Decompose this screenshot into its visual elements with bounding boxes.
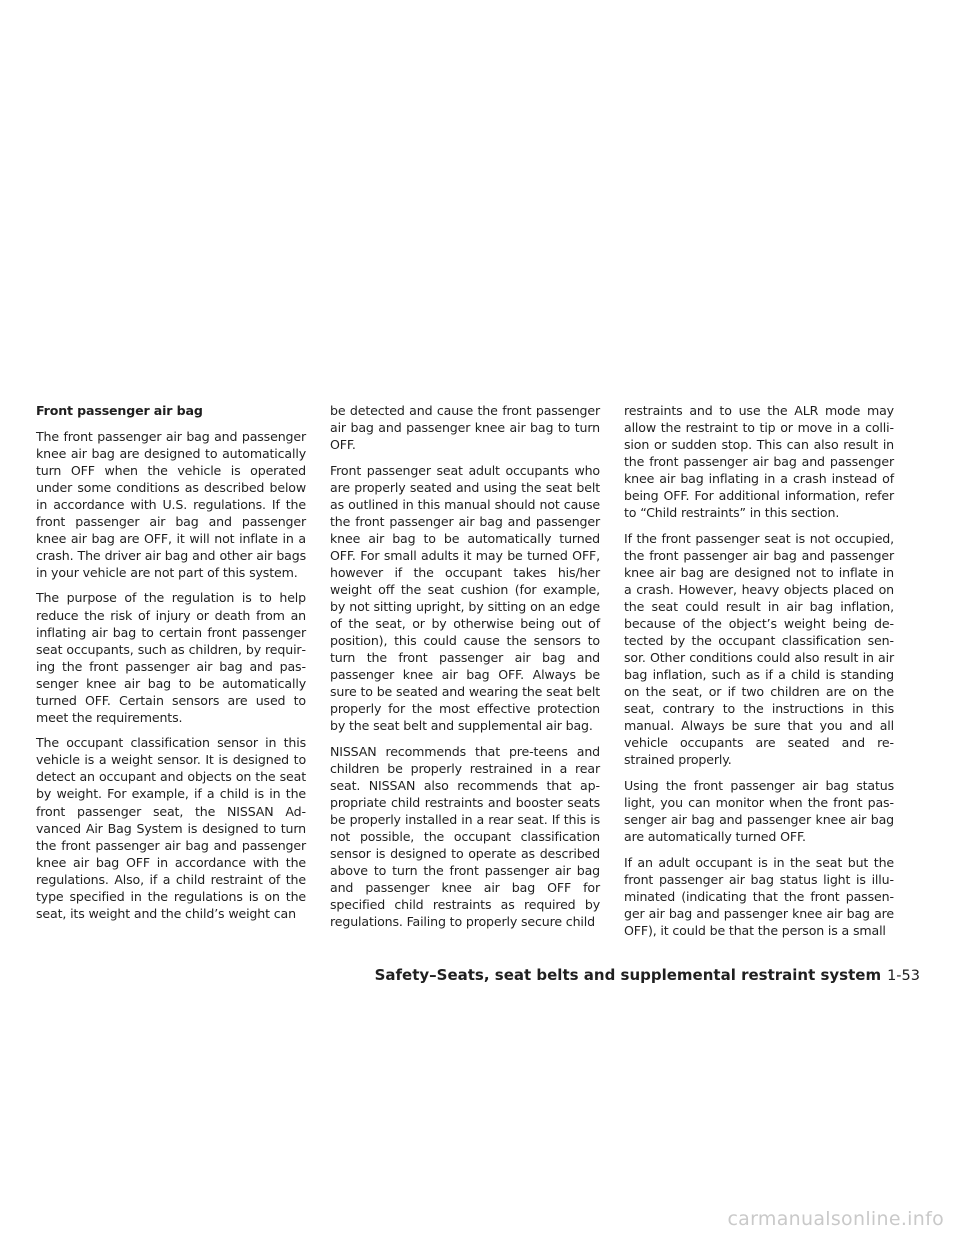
page-number: 1-53: [887, 968, 920, 984]
paragraph: Front passenger seat adult occupants who are properly seated and using the seat belt as outlined in this manual should not cause the front passenger air bag and passenger knee air bag to be automatically turned OFF. For small adults it may be turned OFF, however if the occupant takes his/her weight off the seat cushion (for example, by not sitting upright, by sitting on an edge of the seat, or by otherwise being out of position), this could cause the sensors to turn the front passenger air bag and passenger knee air bag OFF. Always be sure to be seated and wearing the seat belt properly for the most effective protection by the seat belt and supplemental air bag.: [330, 462, 600, 734]
section-heading: Front passenger air bag: [36, 403, 203, 418]
paragraph: If the front passenger seat is not occupied, the front passenger air bag and passenger knee air bag are designed not to inflate in a crash. However, heavy objects placed on the seat could result in air bag inflation, because of the object’s weight being detected by the occupant classification sensor. Other conditions could also result in air bag inflation, such as if a child is standing on the seat, or if two children are on the seat, contrary to the instructions in this manual. Always be sure that you and all vehicle occupants are seated and restrained properly.: [624, 530, 894, 768]
paragraph: The purpose of the regulation is to help reduce the risk of injury or death from an inflating air bag to certain front passenger seat occupants, such as children, by requiring the front passenger air bag and passenger knee air bag to be automatically turned OFF. Certain sensors are used to meet the requirements.: [36, 590, 306, 725]
text-column-3: [624, 402, 894, 947]
watermark: carmanualsonline.info: [727, 1208, 944, 1230]
paragraph: If an adult occupant is in the seat but the front passenger air bag status light is illuminated (indicating that the front passenger air bag and passenger knee air bag are OFF), it could be that the person is a small: [624, 854, 894, 938]
paragraph: NISSAN recommends that pre-teens and children be properly restrained in a rear seat. NISSAN also recommends that appropriate child restraints and booster seats be properly installed in a rear seat. If this is not possible, the occupant classification sensor is designed to operate as described above to turn the front passenger air bag and passenger knee air bag OFF for specified child restraints as required by regulations. Failing to properly secure child: [330, 743, 600, 930]
paragraph: Using the front passenger air bag status light, you can monitor when the front passenger air bag and passenger knee air bag are automatically turned OFF.: [624, 777, 894, 845]
paragraph: restraints and to use the ALR mode may allow the restraint to tip or move in a collision or sudden stop. This can also result in the front passenger air bag and passenger knee air bag inflating in a crash instead of being OFF. For additional information, refer to “Child restraints” in this section.: [624, 403, 894, 521]
paragraph: The front passenger air bag and passenger knee air bag are designed to automatically turn OFF when the vehicle is operated under some conditions as described below in accordance with U.S. regulations. If the front passenger air bag and passenger knee air bag are OFF, it will not inflate in a crash. The driver air bag and other air bags in your vehicle are not part of this system.: [36, 428, 306, 580]
chapter-title: Safety–Seats, seat belts and supplemental restraint system: [374, 966, 882, 984]
text-column-1: [36, 402, 306, 930]
paragraph: be detected and cause the front passenger air bag and passenger knee air bag to turn OFF.: [330, 403, 600, 453]
text-column-2: [330, 402, 600, 939]
paragraph: The occupant classification sensor in this vehicle is a weight sensor. It is designed to detect an occupant and objects on the seat by weight. For example, if a child is in the front passenger seat, the NISSAN Advanced Air Bag System is designed to turn the front passenger air bag and passenger knee air bag OFF in accordance with the regulations. Also, if a child restraint of the type specified in the regulations is on the seat, its weight and the child’s weight can: [36, 735, 306, 921]
page-footer: [375, 966, 920, 984]
